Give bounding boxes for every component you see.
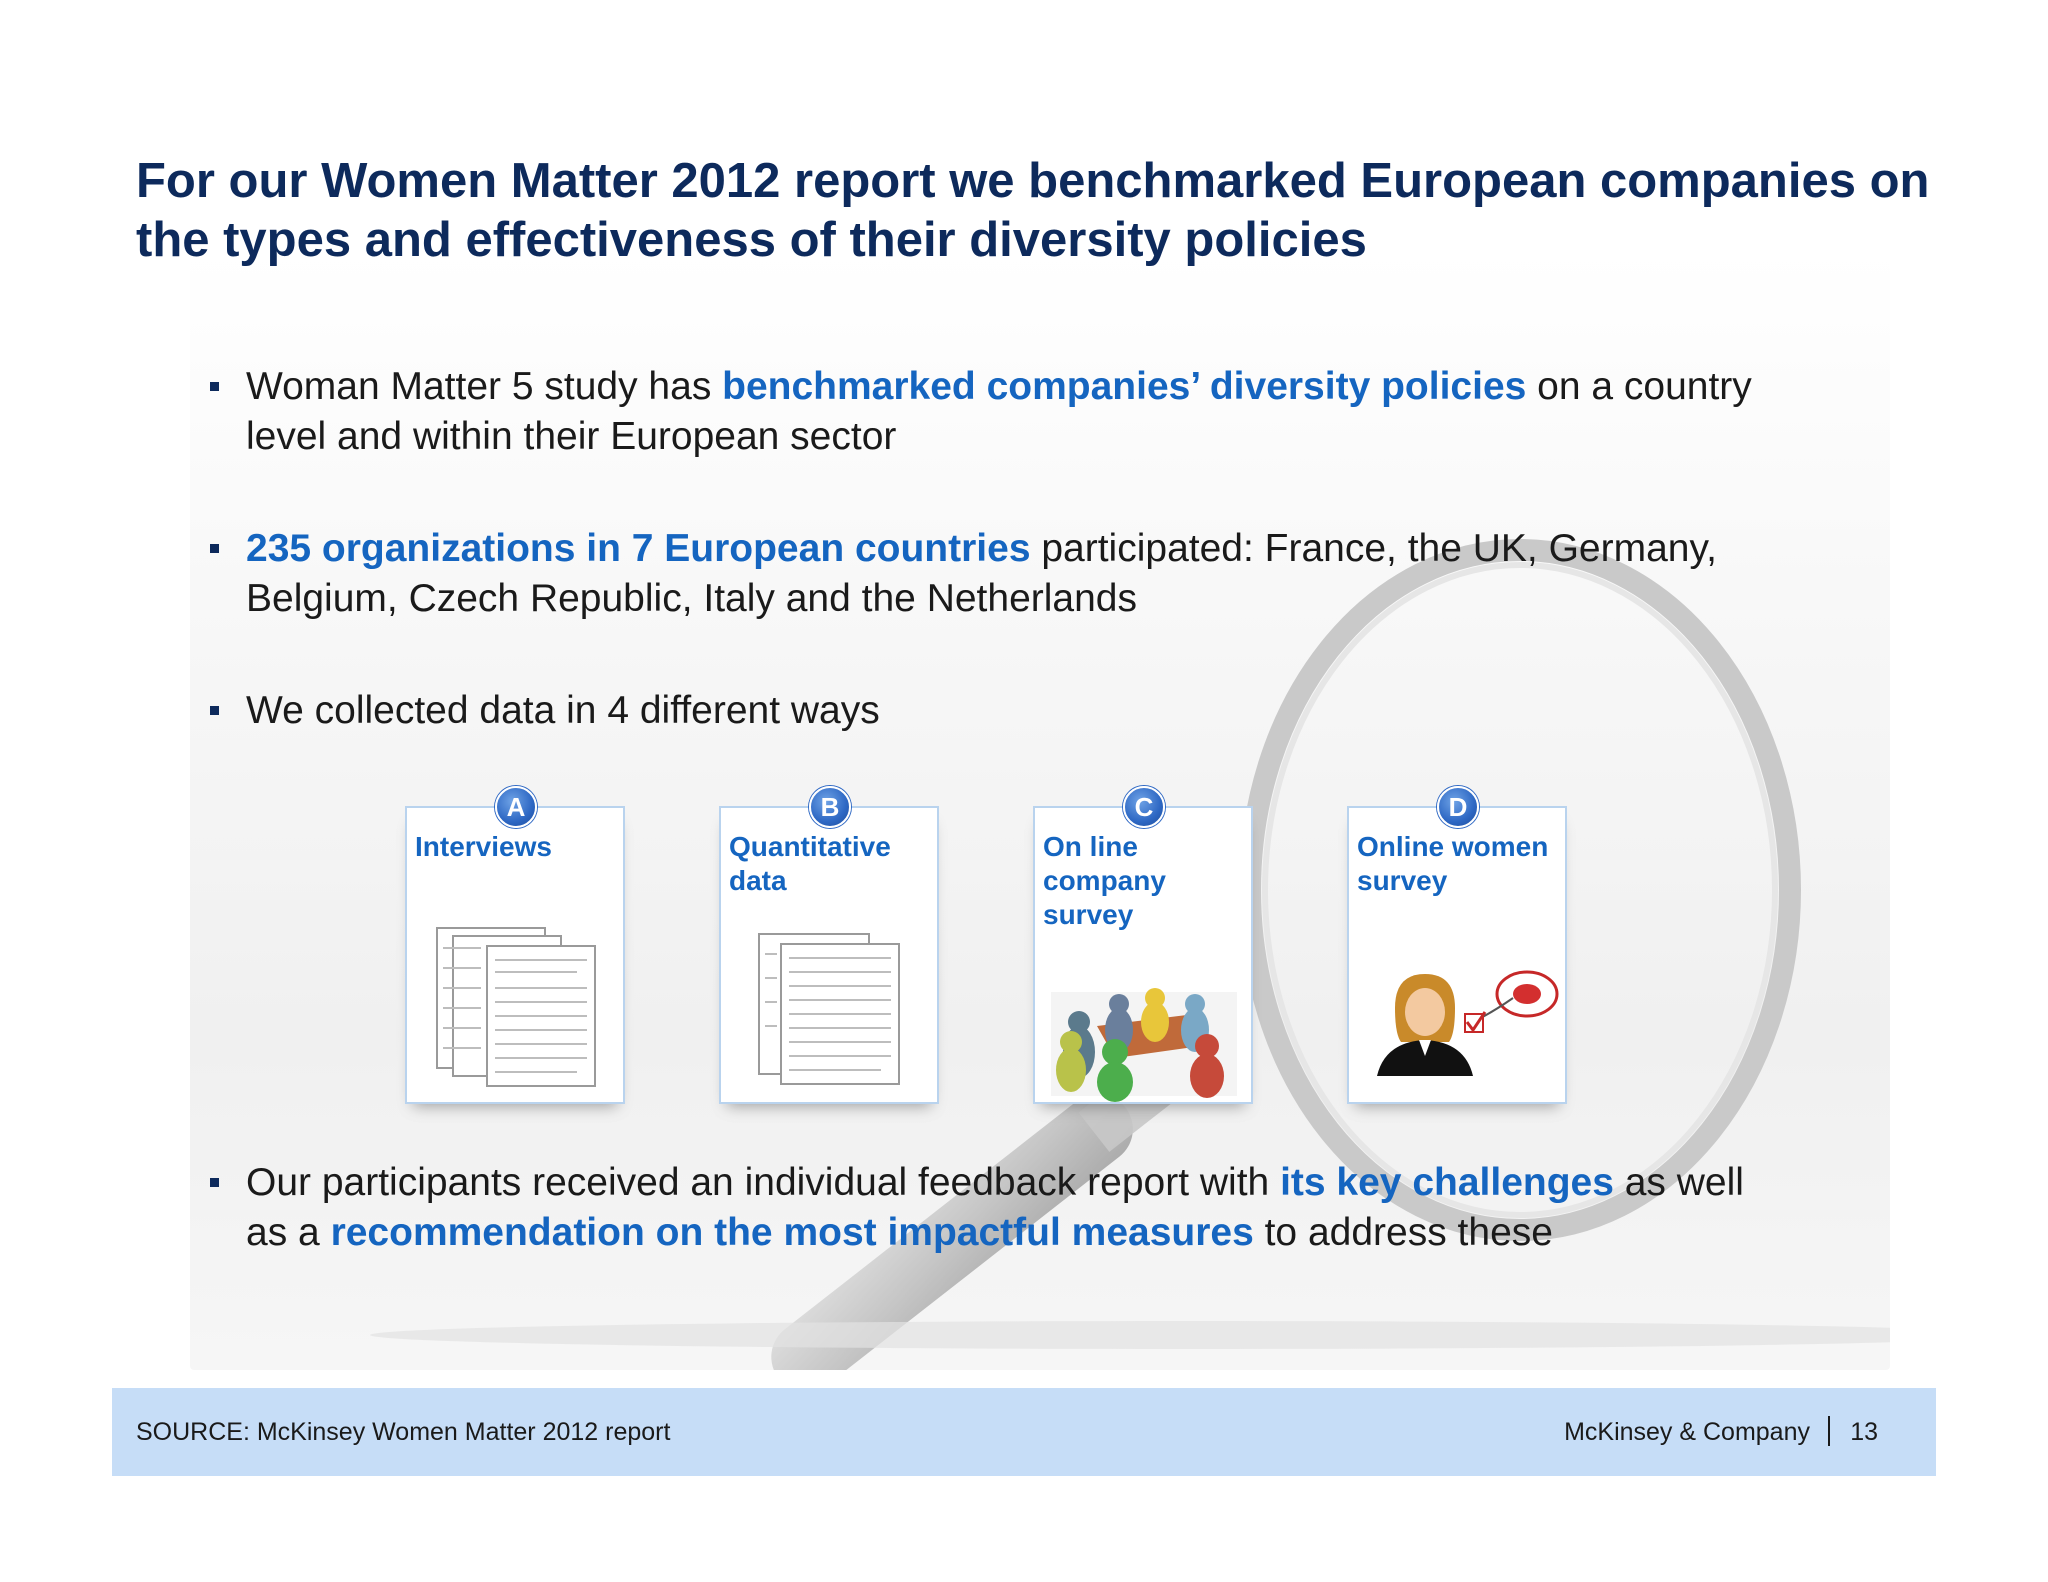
method-card-online-company-survey bbox=[1033, 792, 1253, 1104]
company-name: McKinsey & Company bbox=[1564, 1418, 1810, 1446]
bullet-marker bbox=[210, 382, 219, 391]
spreadsheet-icon bbox=[721, 808, 937, 1102]
method-letter-badge: A bbox=[495, 786, 537, 828]
method-label: Online women survey bbox=[1357, 831, 1549, 896]
source-note: SOURCE: McKinsey Women Matter 2012 report bbox=[136, 1418, 671, 1446]
method-card-quantitative-data bbox=[719, 792, 939, 1104]
woman-mouse-icon bbox=[1349, 808, 1565, 1102]
method-letter-badge: D bbox=[1437, 786, 1479, 828]
bullet-marker bbox=[210, 1178, 219, 1187]
method-letter-badge: C bbox=[1123, 786, 1165, 828]
bullet-marker bbox=[210, 706, 219, 715]
bullet-feedback-report: Our participants received an individual feedback report with its key challenges as well as a recommendation on the most impactful measures to address these bbox=[210, 1158, 1770, 1258]
bullet-marker bbox=[210, 544, 219, 553]
method-letter-badge: B bbox=[809, 786, 851, 828]
bullet-participants: 235 organizations in 7 European countries participated: France, the UK, Germany, Belgium, Czech Republic, Italy and the Netherlands bbox=[210, 524, 1770, 624]
method-label: Interviews bbox=[415, 831, 552, 862]
bullet-data-collection: We collected data in 4 different ways bbox=[210, 686, 1770, 736]
footer-divider bbox=[1828, 1416, 1830, 1446]
method-card-online-women-survey bbox=[1347, 792, 1567, 1104]
page-title: For our Women Matter 2012 report we benchmarked European companies on the types and effectiveness of their diversity policies bbox=[136, 154, 1930, 267]
method-card-interviews bbox=[405, 792, 625, 1104]
method-label: On line company survey bbox=[1043, 831, 1166, 930]
page-number: 13 bbox=[1850, 1418, 1878, 1446]
document-stack-icon bbox=[407, 808, 623, 1102]
people-meeting-icon bbox=[1035, 808, 1251, 1102]
footer-bar bbox=[112, 1388, 1936, 1476]
method-label: Quantitative data bbox=[729, 831, 891, 896]
bullet-benchmark: Woman Matter 5 study has benchmarked companies’ diversity policies on a country level and within their European sector bbox=[210, 362, 1770, 462]
